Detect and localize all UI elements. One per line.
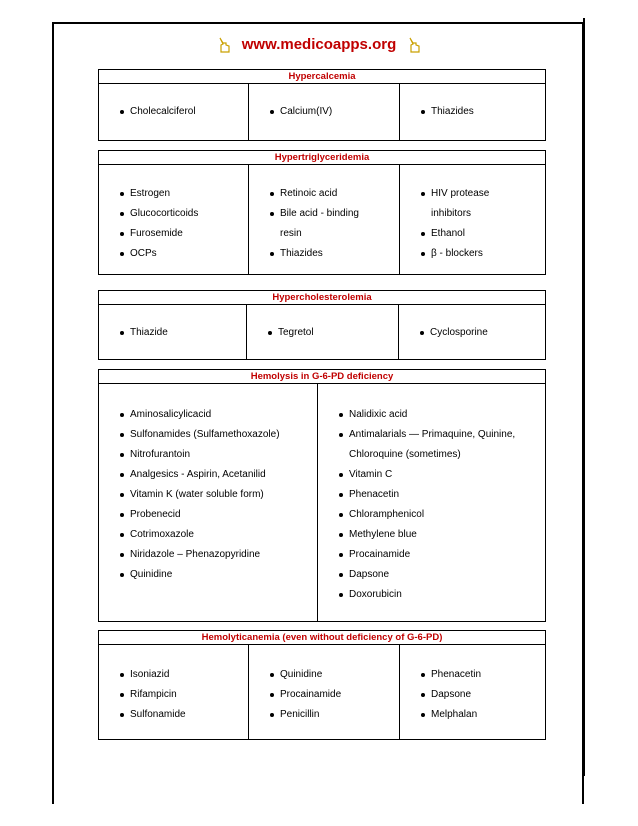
- section-title: Hypertriglyceridemia: [99, 151, 546, 165]
- pointing-hand-icon: [217, 37, 231, 53]
- section-title: Hemolyticanemia (even without deficiency of G-6-PD): [99, 631, 546, 645]
- list-item: β - blockers: [400, 244, 545, 264]
- list-item: Penicillin: [249, 705, 399, 725]
- list-item: Antimalarials — Primaquine, Quinine,: [318, 425, 545, 445]
- list-item: Vitamin K (water soluble form): [99, 485, 317, 505]
- list-item: Glucocorticoids: [99, 204, 248, 224]
- list-item: Thiazides: [400, 102, 545, 122]
- list-item: Analgesics - Aspirin, Acetanilid: [99, 465, 317, 485]
- list-item: Isoniazid: [99, 665, 248, 685]
- list-item-continuation: resin: [280, 228, 302, 239]
- list-item: Vitamin C: [318, 465, 545, 485]
- list-item: Tegretol: [247, 323, 398, 343]
- list-item: Sulfonamide: [99, 705, 248, 725]
- hemolytic-anemia-table: [98, 630, 546, 740]
- section-title: Hypercalcemia: [99, 70, 546, 84]
- frame-right-rule: [583, 18, 585, 776]
- list-item: Bile acid - binding: [249, 204, 399, 224]
- list-item: Chloramphenicol: [318, 505, 545, 525]
- section-title: Hypercholesterolemia: [99, 291, 546, 305]
- list-item: Cholecalciferol: [99, 102, 248, 122]
- page-header: [0, 36, 638, 54]
- list-item: Retinoic acid: [249, 184, 399, 204]
- list-item: Quinidine: [249, 665, 399, 685]
- list-item: Calcium(IV): [249, 102, 399, 122]
- list-item: Niridazole – Phenazopyridine: [99, 545, 317, 565]
- list-item-continuation: Chloroquine (sometimes): [349, 449, 461, 460]
- list-item: Probenecid: [99, 505, 317, 525]
- list-item: Rifampicin: [99, 685, 248, 705]
- list-item: OCPs: [99, 244, 248, 264]
- hypercalcemia-table: [98, 69, 546, 141]
- list-item-continuation: inhibitors: [431, 208, 472, 219]
- list-item: Aminosalicylicacid: [99, 405, 317, 425]
- list-item: Cyclosporine: [399, 323, 545, 343]
- list-item: Thiazides: [249, 244, 399, 264]
- list-item: Procainamide: [318, 545, 545, 565]
- list-item: HIV protease: [400, 184, 545, 204]
- list-item: Melphalan: [400, 705, 545, 725]
- list-item: Phenacetin: [400, 665, 545, 685]
- section-title: Hemolysis in G-6-PD deficiency: [99, 370, 546, 384]
- list-item: Sulfonamides (Sulfamethoxazole): [99, 425, 317, 445]
- hypertriglyceridemia-table: [98, 150, 546, 275]
- list-item: Dapsone: [400, 685, 545, 705]
- hypercholesterolemia-table: [98, 290, 546, 360]
- pointing-hand-icon: [407, 37, 421, 53]
- list-item: Cotrimoxazole: [99, 525, 317, 545]
- hemolysis-g6pd-table: [98, 369, 546, 622]
- list-item: Ethanol: [400, 224, 545, 244]
- list-item: Phenacetin: [318, 485, 545, 505]
- list-item: Furosemide: [99, 224, 248, 244]
- list-item: Thiazide: [99, 323, 246, 343]
- list-item: Quinidine: [99, 565, 317, 585]
- list-item: Estrogen: [99, 184, 248, 204]
- site-url[interactable]: www.medicoapps.org: [241, 36, 397, 54]
- list-item: Doxorubicin: [318, 585, 545, 605]
- list-item: Dapsone: [318, 565, 545, 585]
- list-item: Procainamide: [249, 685, 399, 705]
- list-item: Nitrofurantoin: [99, 445, 317, 465]
- list-item: Nalidixic acid: [318, 405, 545, 425]
- list-item: Methylene blue: [318, 525, 545, 545]
